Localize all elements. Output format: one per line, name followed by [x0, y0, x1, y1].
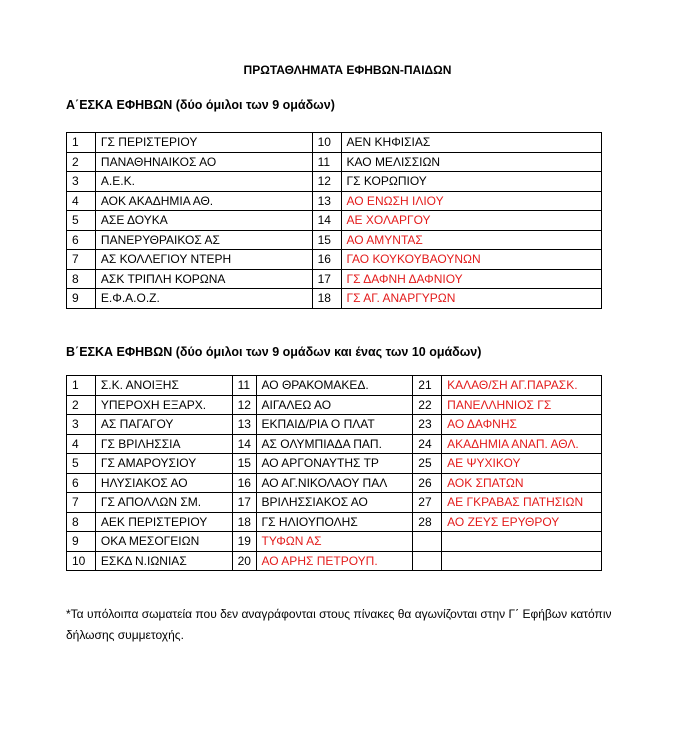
table-row [67, 493, 602, 513]
section-a-heading: Α΄ΕΣΚΑ ΕΦΗΒΩΝ (δύο όμιλοι των 9 ομάδων) [66, 98, 335, 112]
team-number: 26 [413, 473, 442, 493]
footnote: *Τα υπόλοιπα σωματεία που δεν αναγράφονται στους πίνακες θα αγωνίζονται στην Γ΄ Εφήβων κατόπιν δήλωσης συμμετοχής. [66, 607, 612, 642]
team-number: 21 [413, 376, 442, 396]
team-name: ΠΑΝΑΘΗΝΑΙΚΟΣ ΑΟ [95, 152, 312, 172]
team-number: 10 [67, 551, 96, 571]
team-number: 11 [232, 376, 256, 396]
table-row [67, 269, 602, 289]
team-number: 2 [67, 395, 96, 415]
team-name: ΑΕ ΓΚΡΑΒΑΣ ΠΑΤΗΣΙΩΝ [442, 493, 602, 513]
team-number: 5 [67, 211, 96, 231]
team-number: 12 [232, 395, 256, 415]
team-number: 6 [67, 230, 96, 250]
team-number: 3 [67, 172, 96, 192]
team-number: 11 [312, 152, 341, 172]
team-name: ΑΕΝ ΚΗΦΙΣΙΑΣ [341, 133, 601, 153]
team-name: ΓΣ ΠΕΡΙΣΤΕΡΙΟΥ [95, 133, 312, 153]
table-row [67, 551, 602, 571]
team-number: 6 [67, 473, 96, 493]
team-name: ΓΣ ΚΟΡΩΠΙΟΥ [341, 172, 601, 192]
table-row [67, 211, 602, 231]
team-name: ΑΟ ΘΡΑΚΟΜΑΚΕΔ. [256, 376, 413, 396]
team-name: ΚΑΛΑΘ/ΣΗ ΑΓ.ΠΑΡΑΣΚ. [442, 376, 602, 396]
team-number: 19 [232, 532, 256, 552]
team-name: ΓΣ ΗΛΙΟΥΠΟΛΗΣ [256, 512, 413, 532]
team-name: ΓΣ ΑΜΑΡΟΥΣΙΟΥ [95, 454, 232, 474]
team-number [413, 532, 442, 552]
team-number: 24 [413, 434, 442, 454]
team-number: 7 [67, 493, 96, 513]
team-name: ΟΚΑ ΜΕΣΟΓΕΙΩΝ [95, 532, 232, 552]
table-b [66, 375, 602, 571]
team-name: ΑΕ ΨΥΧΙΚΟΥ [442, 454, 602, 474]
team-name: ΓΣ ΔΑΦΝΗ ΔΑΦΝΙΟΥ [341, 269, 601, 289]
team-name: ΚΑΟ ΜΕΛΙΣΣΙΩΝ [341, 152, 601, 172]
team-number: 3 [67, 415, 96, 435]
page-title: ΠΡΩΤΑΘΛΗΜΑΤΑ ΕΦΗΒΩΝ-ΠΑΙΔΩΝ [243, 63, 452, 77]
team-number: 14 [312, 211, 341, 231]
team-name: ΕΚΠΑΙΔ/ΡΙΑ Ο ΠΛΑΤ [256, 415, 413, 435]
team-name: ΕΣΚΔ Ν.ΙΩΝΙΑΣ [95, 551, 232, 571]
team-name: ΑΣ ΚΟΛΛΕΓΙΟΥ ΝΤΕΡΗ [95, 250, 312, 270]
team-number: 28 [413, 512, 442, 532]
team-number: 1 [67, 133, 96, 153]
team-number: 14 [232, 434, 256, 454]
team-number: 16 [232, 473, 256, 493]
team-name [442, 551, 602, 571]
team-name: ΑΟΚ ΣΠΑΤΩΝ [442, 473, 602, 493]
table-row [67, 230, 602, 250]
team-number: 13 [232, 415, 256, 435]
team-name: ΓΣ ΑΠΟΛΛΩΝ ΣΜ. [95, 493, 232, 513]
table-row [67, 532, 602, 552]
team-number: 2 [67, 152, 96, 172]
team-number: 5 [67, 454, 96, 474]
team-name: ΠΑΝΕΛΛΗΝΙΟΣ ΓΣ [442, 395, 602, 415]
team-number: 9 [67, 532, 96, 552]
team-number: 12 [312, 172, 341, 192]
table-row [67, 172, 602, 192]
team-name: Σ.Κ. ΑΝΟΙΞΗΣ [95, 376, 232, 396]
table-row [67, 133, 602, 153]
team-number: 4 [67, 434, 96, 454]
team-name: ΓΣ ΒΡΙΛΗΣΣΙΑ [95, 434, 232, 454]
team-name: ΑΕΚ ΠΕΡΙΣΤΕΡΙΟΥ [95, 512, 232, 532]
table-row [67, 395, 602, 415]
team-name: ΑΣ ΠΑΓΑΓΟΥ [95, 415, 232, 435]
team-name: ΥΠΕΡΟΧΗ ΕΞΑΡΧ. [95, 395, 232, 415]
team-name: ΓΣ ΑΓ. ΑΝΑΡΓΥΡΩΝ [341, 289, 601, 309]
team-name: Ε.Φ.Α.Ο.Ζ. [95, 289, 312, 309]
team-number: 8 [67, 512, 96, 532]
team-name: ΑΟ ΖΕΥΣ ΕΡΥΘΡΟΥ [442, 512, 602, 532]
team-name: ΑΟ ΑΜΥΝΤΑΣ [341, 230, 601, 250]
team-number: 4 [67, 191, 96, 211]
table-row [67, 434, 602, 454]
team-number: 17 [312, 269, 341, 289]
team-name [442, 532, 602, 552]
team-name: ΓΑΟ ΚΟΥΚΟΥΒΑΟΥΝΩΝ [341, 250, 601, 270]
team-name: ΑΣ ΟΛΥΜΠΙΑΔΑ ΠΑΠ. [256, 434, 413, 454]
team-number: 18 [312, 289, 341, 309]
team-number: 1 [67, 376, 96, 396]
team-name: ΑΣΚ ΤΡΙΠΛΗ ΚΟΡΩΝΑ [95, 269, 312, 289]
table-row [67, 376, 602, 396]
team-number: 10 [312, 133, 341, 153]
team-name: ΑΣΕ ΔΟΥΚΑ [95, 211, 312, 231]
section-b-heading: Β΄ΕΣΚΑ ΕΦΗΒΩΝ (δύο όμιλοι των 9 ομάδων και ένας των 10 ομάδων) [66, 345, 482, 359]
team-number: 23 [413, 415, 442, 435]
team-number: 9 [67, 289, 96, 309]
table-row [67, 191, 602, 211]
team-name: ΒΡΙΛΗΣΣΙΑΚΟΣ ΑΟ [256, 493, 413, 513]
table-row [67, 152, 602, 172]
table-row [67, 415, 602, 435]
team-name: ΑΟ ΔΑΦΝΗΣ [442, 415, 602, 435]
team-name: ΤΥΦΩΝ ΑΣ [256, 532, 413, 552]
team-number: 18 [232, 512, 256, 532]
team-number [413, 551, 442, 571]
team-number: 8 [67, 269, 96, 289]
team-name: ΑΟΚ ΑΚΑΔΗΜΙΑ ΑΘ. [95, 191, 312, 211]
team-number: 16 [312, 250, 341, 270]
team-name: Α.Ε.Κ. [95, 172, 312, 192]
team-number: 15 [312, 230, 341, 250]
table-row [67, 454, 602, 474]
team-number: 7 [67, 250, 96, 270]
team-number: 15 [232, 454, 256, 474]
team-name: ΠΑΝΕΡΥΘΡΑΙΚΟΣ ΑΣ [95, 230, 312, 250]
team-number: 17 [232, 493, 256, 513]
table-row [67, 473, 602, 493]
team-name: ΑΟ ΑΡΓΟΝΑΥΤΗΣ ΤΡ [256, 454, 413, 474]
team-name: ΑΟ ΑΡΗΣ ΠΕΤΡΟΥΠ. [256, 551, 413, 571]
team-name: ΗΛΥΣΙΑΚΟΣ ΑΟ [95, 473, 232, 493]
team-number: 22 [413, 395, 442, 415]
team-number: 13 [312, 191, 341, 211]
team-name: ΑΙΓΑΛΕΩ ΑΟ [256, 395, 413, 415]
team-number: 20 [232, 551, 256, 571]
team-number: 25 [413, 454, 442, 474]
team-name: ΑΚΑΔΗΜΙΑ ΑΝΑΠ. ΑΘΛ. [442, 434, 602, 454]
team-number: 27 [413, 493, 442, 513]
table-row [67, 289, 602, 309]
table-row [67, 250, 602, 270]
table-row [67, 512, 602, 532]
table-a [66, 132, 602, 309]
team-name: ΑΕ ΧΟΛΑΡΓΟΥ [341, 211, 601, 231]
team-name: ΑΟ ΕΝΩΣΗ ΙΛΙΟΥ [341, 191, 601, 211]
team-name: ΑΟ ΑΓ.ΝΙΚΟΛΑΟΥ ΠΑΛ [256, 473, 413, 493]
